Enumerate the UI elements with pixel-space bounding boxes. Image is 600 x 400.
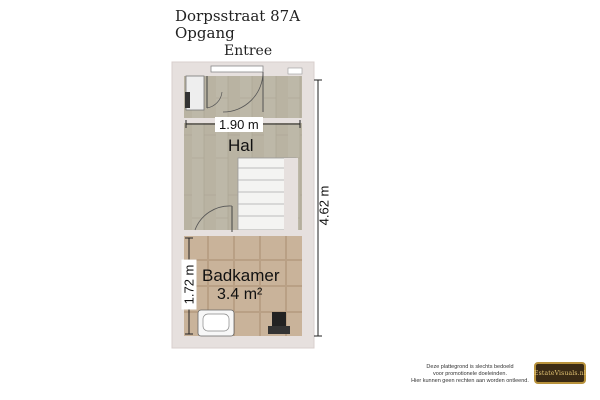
badkamer-room-label: Badkamer: [202, 266, 280, 285]
badkamer-height-label: 1.72 m: [182, 260, 197, 310]
staircase-icon: [238, 158, 298, 230]
estatevisuals-logo[interactable]: [534, 362, 586, 384]
badkamer-area-label: 3.4 m²: [217, 286, 263, 303]
logo-text: EstateVisuals.nl: [534, 369, 586, 377]
total-length-label: 4.62 m: [316, 185, 332, 226]
bath-wall: [184, 230, 302, 236]
entrance-label: Entree: [224, 43, 273, 59]
hal-room-label: Hal: [228, 136, 254, 155]
disclaimer-line: Hier kunnen geen rechten aan worden ontleend.: [411, 378, 529, 384]
sink-icon: [198, 310, 234, 336]
hal-width-label: 1.90 m: [215, 117, 263, 132]
entrance-wall: [184, 72, 302, 76]
disclaimer-text: [405, 364, 535, 385]
radiator-icon: [185, 92, 190, 108]
address-title: Dorpsstraat 87A: [175, 7, 301, 25]
disclaimer-line: Deze plattegrond is slechts bedoeld: [426, 364, 514, 370]
floor-title: Opgang: [175, 24, 235, 42]
disclaimer-line: voor promotionele doeleinden.: [433, 371, 507, 377]
entrance-door-frame: [211, 66, 263, 72]
